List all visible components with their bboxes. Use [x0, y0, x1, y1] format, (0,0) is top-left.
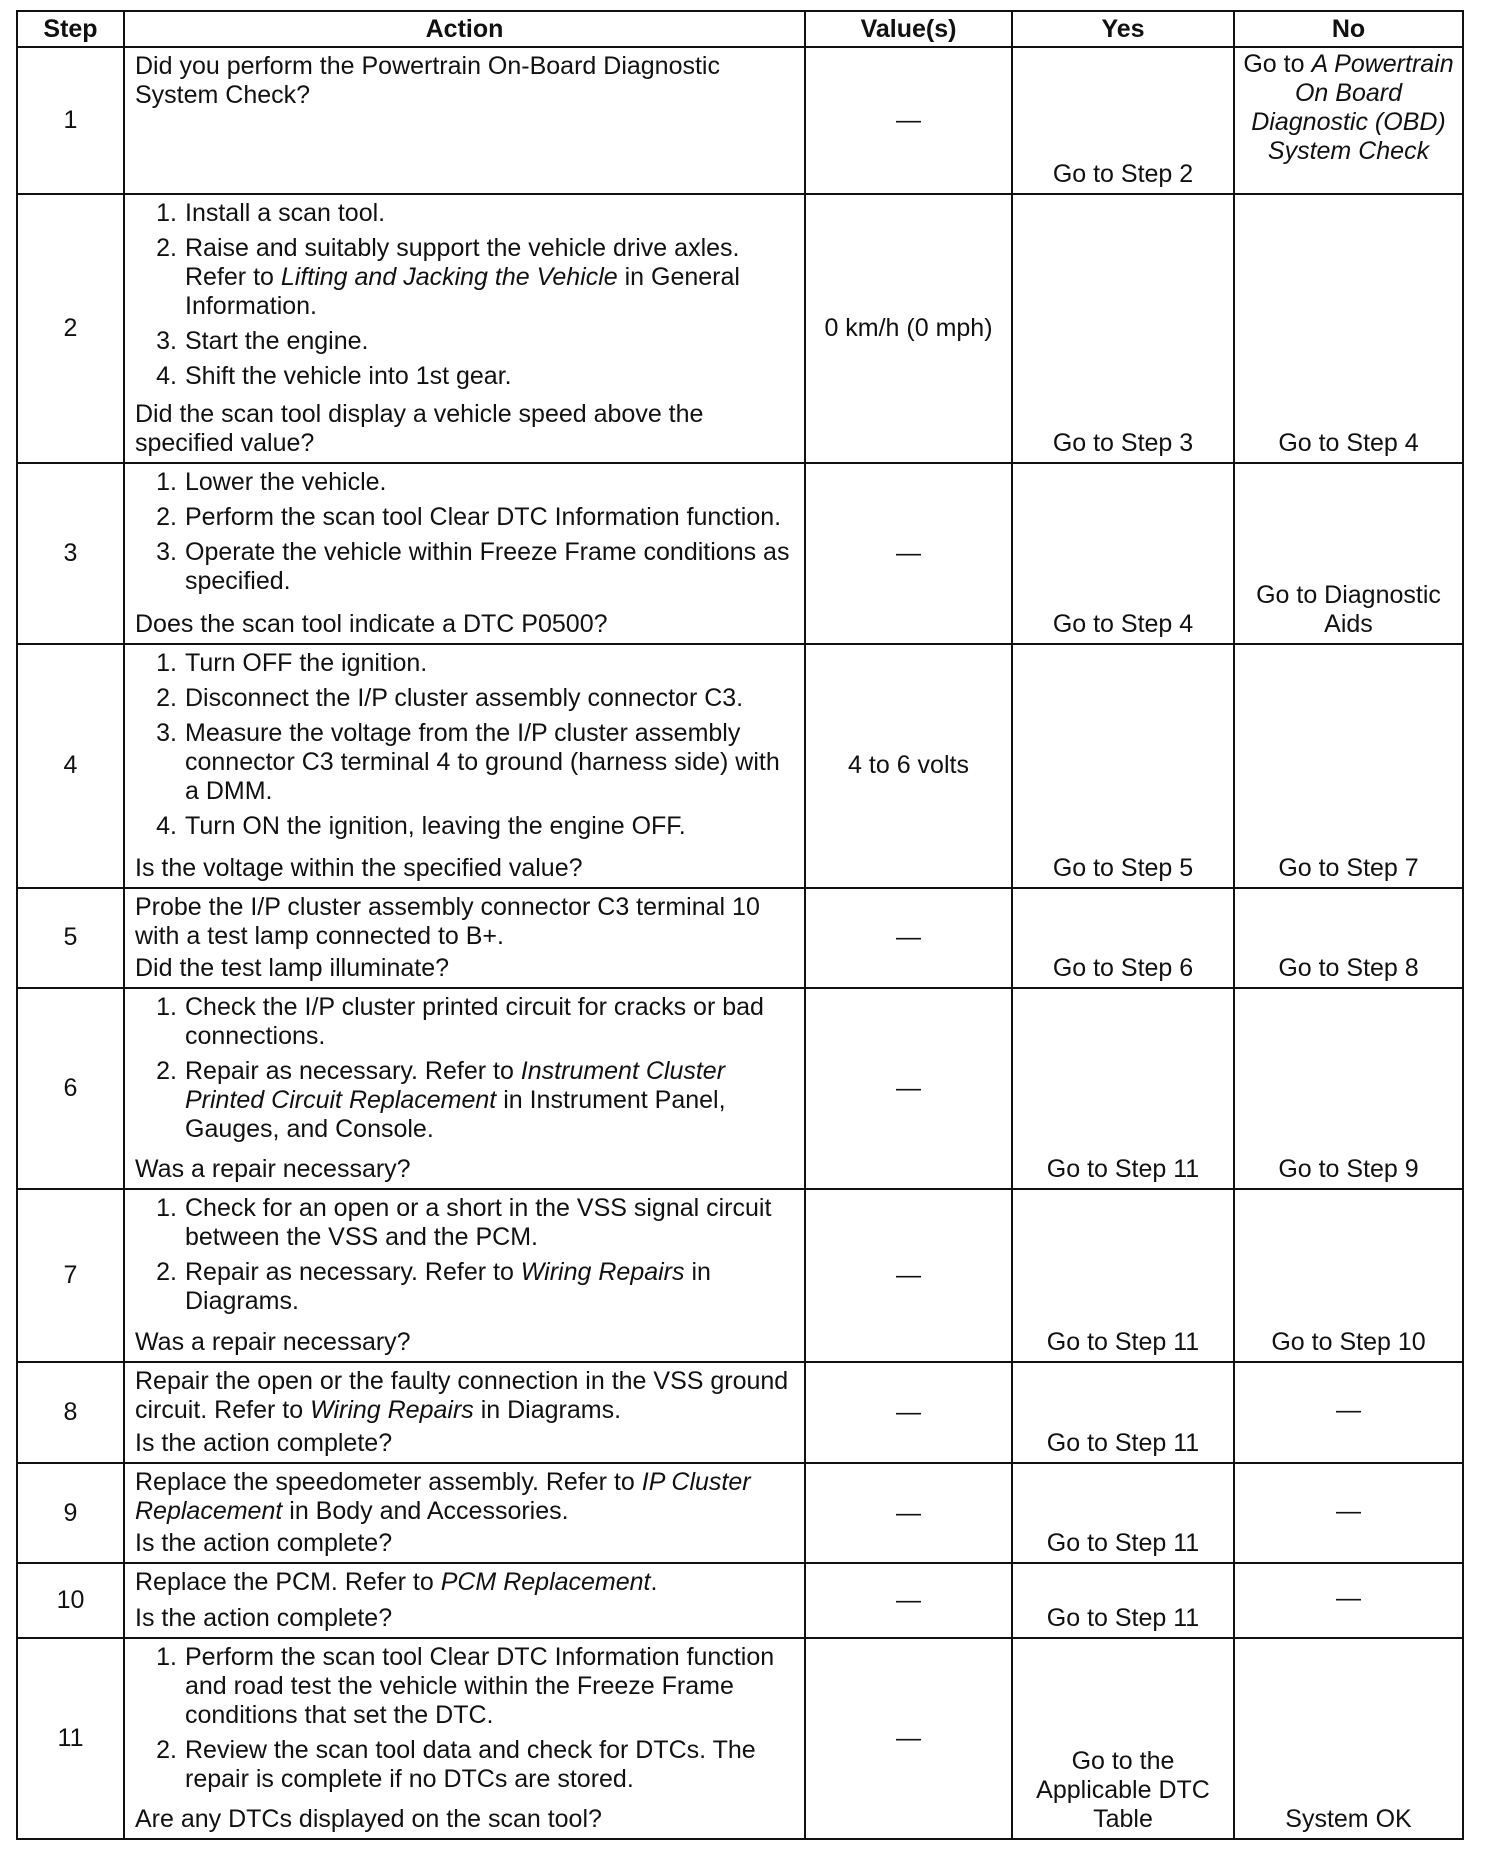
item-text: Check for an open or a short in the VSS signal circuit between the VSS and the PCM.	[185, 1194, 772, 1252]
diagnostic-table-sheet	[16, 10, 1462, 1840]
yes-cell: Go to the Applicable DTC Table	[1012, 1638, 1234, 1839]
action-text-pre: Replace the speedometer assembly. Refer to	[135, 1467, 642, 1496]
list-item	[135, 362, 794, 391]
no-cell: —	[1234, 1362, 1463, 1463]
action-text	[135, 1468, 794, 1526]
step-number: 4	[17, 644, 124, 887]
item-text: Measure the voltage from the I/P cluster assembly connector C3 terminal 4 to ground (harness side) with a DMM.	[185, 719, 780, 806]
no-cell: Go to Step 10	[1234, 1189, 1463, 1362]
no-cell: System OK	[1234, 1638, 1463, 1839]
action-question: Is the action complete?	[135, 1428, 393, 1457]
table-row	[17, 463, 1463, 644]
action-text-pre: Repair the open or the faulty connection in the VSS ground circuit. Refer to	[135, 1367, 789, 1425]
item-number: 3.	[156, 326, 177, 355]
yes-cell: Go to Step 2	[1012, 47, 1234, 194]
table-row	[17, 1362, 1463, 1463]
action-cell	[124, 47, 805, 194]
item-text-pre: Repair as necessary. Refer to	[185, 1258, 521, 1287]
item-number: 3.	[156, 538, 177, 567]
list-item	[135, 1194, 794, 1252]
list-item	[135, 1643, 794, 1730]
step-number: 9	[17, 1463, 124, 1564]
action-question: Did the test lamp illuminate?	[135, 954, 450, 983]
header-yes: Yes	[1012, 11, 1234, 47]
action-reference: IP Cluster Replacement	[135, 1467, 751, 1525]
table-row	[17, 1638, 1463, 1839]
no-cell: —	[1234, 1563, 1463, 1637]
item-text	[185, 234, 794, 321]
table-row	[17, 644, 1463, 887]
header-action: Action	[124, 11, 805, 47]
item-text: Lower the vehicle.	[185, 468, 387, 497]
item-text: Shift the vehicle into 1st gear.	[185, 361, 512, 390]
item-number: 1.	[156, 649, 177, 678]
item-text	[185, 1057, 794, 1144]
list-item	[135, 649, 794, 678]
item-number: 1.	[156, 468, 177, 497]
no-reference: A Powertrain On Board Diagnostic (OBD) System Check	[1251, 50, 1454, 165]
list-item	[135, 199, 794, 228]
list-item	[135, 503, 794, 532]
item-text: Check the I/P cluster printed circuit for cracks or bad connections.	[185, 993, 764, 1051]
item-number: 1.	[156, 198, 177, 227]
table-row	[17, 1563, 1463, 1637]
item-text: Disconnect the I/P cluster assembly connector C3.	[185, 684, 744, 713]
action-steps	[135, 1643, 794, 1800]
action-text-post: in Diagrams.	[473, 1396, 622, 1425]
list-item	[135, 538, 794, 596]
step-number: 2	[17, 194, 124, 464]
action-steps	[135, 993, 794, 1150]
action-reference: Wiring Repairs	[310, 1396, 474, 1425]
action-text: Did you perform the Powertrain On-Board Diagnostic System Check?	[135, 52, 720, 109]
action-question: Does the scan tool indicate a DTC P0500?	[135, 610, 608, 639]
table-row	[17, 194, 1463, 464]
action-cell	[124, 1362, 805, 1463]
value-cell: 0 km/h (0 mph)	[805, 194, 1012, 464]
item-text-post: in Diagrams.	[185, 1258, 711, 1316]
item-text-post: in Instrument Panel, Gauges, and Console.	[185, 1086, 726, 1144]
list-item	[135, 812, 794, 841]
list-item	[135, 993, 794, 1051]
action-text-post: in Body and Accessories.	[282, 1496, 569, 1525]
item-text: Perform the scan tool Clear DTC Information function and road test the vehicle within the Freeze Frame conditions that set the DTC.	[185, 1642, 775, 1729]
item-number: 2.	[156, 1057, 177, 1086]
header-values: Value(s)	[805, 11, 1012, 47]
action-question: Was a repair necessary?	[135, 1155, 411, 1184]
no-cell: Go to Diagnostic Aids	[1234, 463, 1463, 644]
item-text: Operate the vehicle within Freeze Frame conditions as specified.	[185, 538, 790, 596]
yes-cell: Go to Step 11	[1012, 988, 1234, 1189]
table-row	[17, 1463, 1463, 1564]
action-question: Is the action complete?	[135, 1603, 393, 1632]
no-cell: Go to Step 4	[1234, 194, 1463, 464]
yes-cell: Go to Step 3	[1012, 194, 1234, 464]
list-item	[135, 1736, 794, 1794]
action-steps	[135, 649, 794, 847]
item-text: Install a scan tool.	[185, 198, 386, 227]
table-row	[17, 888, 1463, 989]
action-text-pre: Replace the PCM. Refer to	[135, 1568, 441, 1597]
action-text-post: .	[650, 1568, 658, 1597]
action-question: Did the scan tool display a vehicle speed above the specified value?	[135, 400, 704, 458]
action-question: Is the voltage within the specified value?	[135, 853, 583, 882]
action-text: Probe the I/P cluster assembly connector C3 terminal 10 with a test lamp connected to B+.	[135, 892, 760, 950]
step-number: 7	[17, 1189, 124, 1362]
list-item	[135, 234, 794, 321]
no-text: Go to	[1243, 50, 1312, 78]
step-number: 8	[17, 1362, 124, 1463]
step-number: 3	[17, 463, 124, 644]
value-cell: —	[805, 47, 1012, 194]
diagnostic-table	[16, 10, 1464, 1840]
step-number: 6	[17, 988, 124, 1189]
value-cell: —	[805, 1563, 1012, 1637]
action-question: Is the action complete?	[135, 1529, 393, 1558]
yes-cell: Go to Step 5	[1012, 644, 1234, 887]
item-text-pre: Raise and suitably support the vehicle drive axles. Refer to	[185, 233, 740, 291]
table-header-row	[17, 11, 1463, 47]
list-item	[135, 1057, 794, 1144]
value-cell: 4 to 6 volts	[805, 644, 1012, 887]
item-text-post: in General Information.	[185, 262, 740, 320]
action-question: Was a repair necessary?	[135, 1328, 411, 1357]
value-cell: —	[805, 888, 1012, 989]
action-steps	[135, 468, 794, 602]
item-number: 2.	[156, 684, 177, 713]
item-text: Perform the scan tool Clear DTC Information function.	[185, 503, 782, 532]
action-steps	[135, 199, 794, 397]
item-number: 3.	[156, 719, 177, 748]
no-cell: Go to Step 7	[1234, 644, 1463, 887]
item-reference: Lifting and Jacking the Vehicle	[280, 262, 618, 291]
step-number: 5	[17, 888, 124, 989]
yes-cell: Go to Step 11	[1012, 1189, 1234, 1362]
action-reference: PCM Replacement	[440, 1568, 651, 1597]
no-cell	[1234, 47, 1463, 194]
action-cell	[124, 194, 805, 464]
item-text: Turn ON the ignition, leaving the engine OFF.	[185, 812, 686, 841]
no-cell: Go to Step 8	[1234, 888, 1463, 989]
list-item	[135, 327, 794, 356]
table-row	[17, 1189, 1463, 1362]
action-cell	[124, 1563, 805, 1637]
action-cell	[124, 988, 805, 1189]
table-row	[17, 988, 1463, 1189]
list-item	[135, 1258, 794, 1316]
action-cell	[124, 644, 805, 887]
item-reference: Wiring Repairs	[520, 1258, 685, 1287]
item-reference: Instrument Cluster Printed Circuit Replacement	[185, 1057, 726, 1115]
action-cell	[124, 1638, 805, 1839]
item-text: Start the engine.	[185, 326, 369, 355]
value-cell: —	[805, 1362, 1012, 1463]
item-number: 1.	[156, 1642, 177, 1671]
action-text	[135, 1568, 794, 1597]
no-cell: Go to Step 9	[1234, 988, 1463, 1189]
value-cell: —	[805, 1463, 1012, 1564]
step-number: 1	[17, 47, 124, 194]
yes-cell: Go to Step 11	[1012, 1463, 1234, 1564]
yes-cell: Go to Step 4	[1012, 463, 1234, 644]
value-cell: —	[805, 463, 1012, 644]
list-item	[135, 684, 794, 713]
item-number: 1.	[156, 1194, 177, 1223]
action-cell	[124, 1463, 805, 1564]
item-number: 2.	[156, 503, 177, 532]
item-number: 1.	[156, 993, 177, 1022]
table-row	[17, 47, 1463, 194]
action-cell	[124, 888, 805, 989]
yes-cell: Go to Step 6	[1012, 888, 1234, 989]
header-step: Step	[17, 11, 124, 47]
item-number: 2.	[156, 1735, 177, 1764]
value-cell: —	[805, 1189, 1012, 1362]
value-cell: —	[805, 1638, 1012, 1839]
header-no: No	[1234, 11, 1463, 47]
value-cell: —	[805, 988, 1012, 1189]
item-number: 4.	[156, 361, 177, 390]
action-text	[135, 1367, 794, 1425]
action-question: Are any DTCs displayed on the scan tool?	[135, 1805, 602, 1833]
item-number: 2.	[156, 1258, 177, 1287]
item-number: 4.	[156, 812, 177, 841]
item-text	[185, 1258, 794, 1316]
action-steps	[135, 1194, 794, 1322]
item-text: Turn OFF the ignition.	[185, 649, 428, 678]
step-number: 11	[17, 1638, 124, 1839]
step-number: 10	[17, 1563, 124, 1637]
item-number: 2.	[156, 233, 177, 262]
list-item	[135, 468, 794, 497]
list-item	[135, 719, 794, 806]
action-cell	[124, 1189, 805, 1362]
item-text-pre: Repair as necessary. Refer to	[185, 1057, 521, 1086]
action-cell	[124, 463, 805, 644]
item-text: Review the scan tool data and check for DTCs. The repair is complete if no DTCs are stored.	[185, 1735, 756, 1793]
yes-cell: Go to Step 11	[1012, 1563, 1234, 1637]
no-cell: —	[1234, 1463, 1463, 1564]
yes-cell: Go to Step 11	[1012, 1362, 1234, 1463]
